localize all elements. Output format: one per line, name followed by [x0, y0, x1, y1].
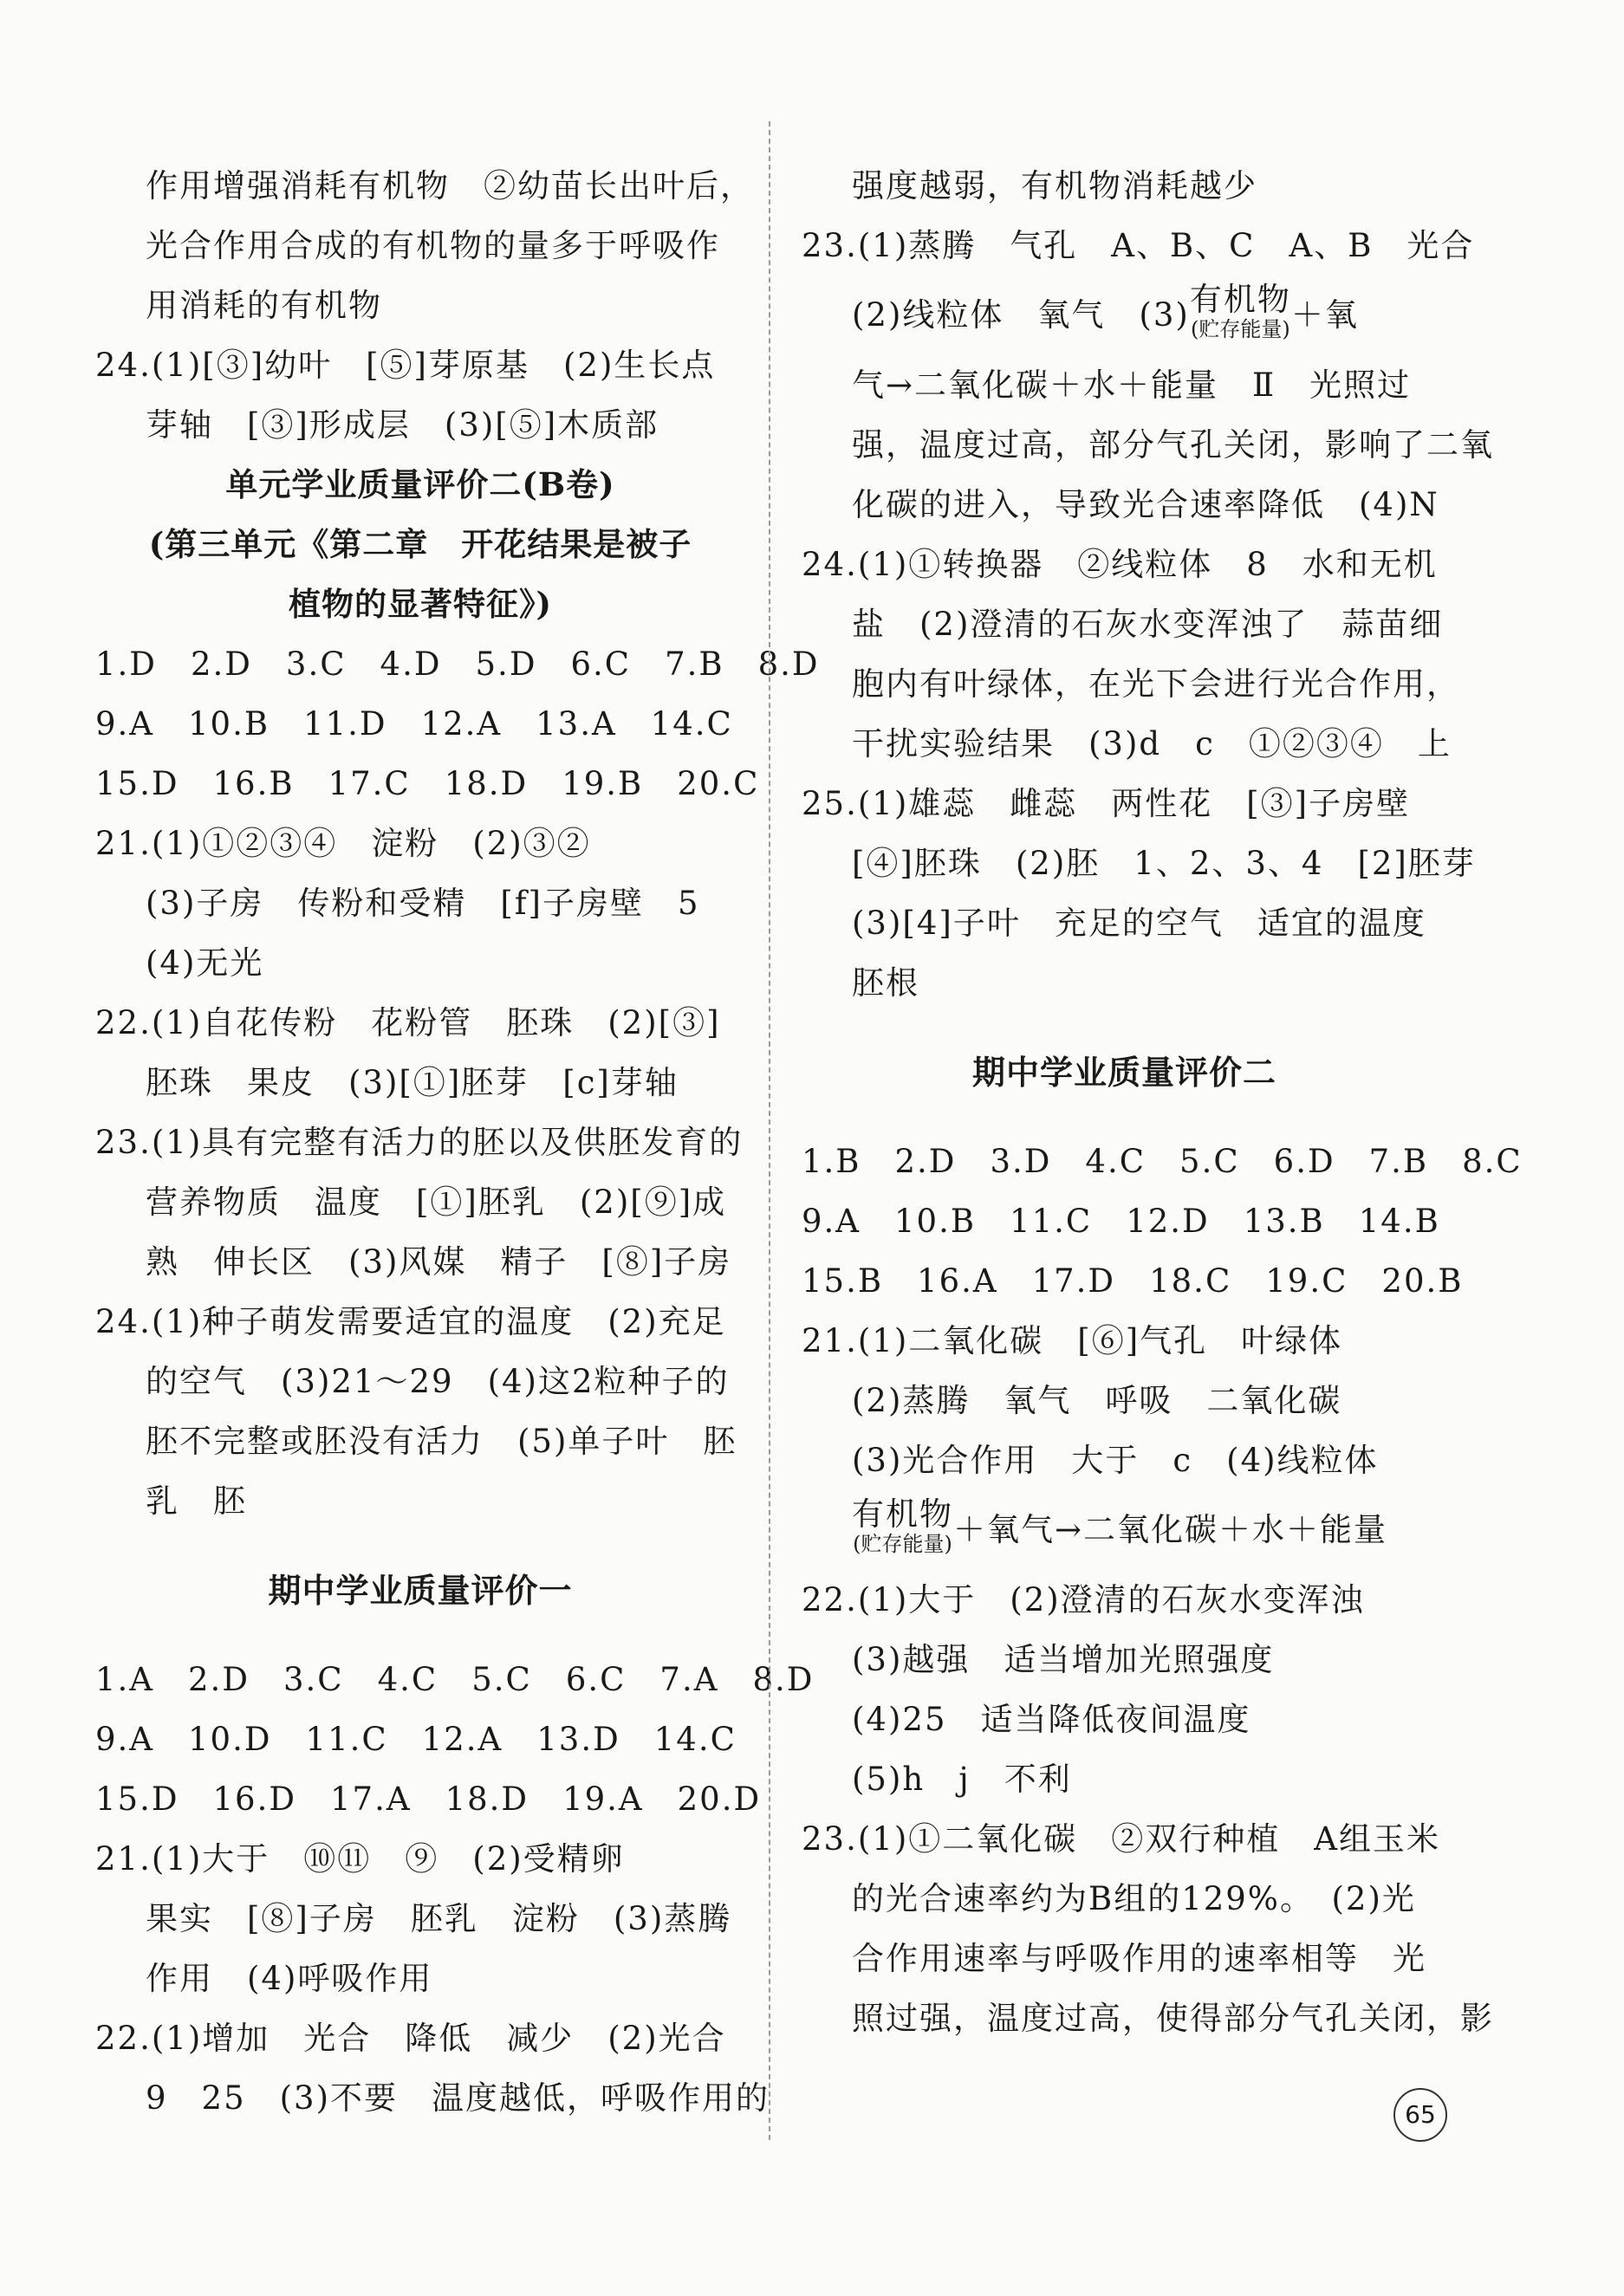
organic-stack-2: [852, 1495, 953, 1559]
spacer: [95, 1620, 745, 1650]
text-line: 9.A 10.D 11.C 12.A 13.D 14.C: [95, 1721, 737, 1758]
text-line: 9 25 (3)不要 温度越低，呼吸作用的: [146, 2079, 770, 2117]
text-line: 的光合速率约为B组的129%。 (2)光: [852, 1880, 1416, 1917]
page-number: 65: [1393, 2088, 1447, 2142]
text-line: 胚珠 果皮 (3)[①]胚芽 [c]芽轴: [146, 1064, 679, 1101]
right-column: [802, 156, 1523, 2048]
column-divider: [769, 121, 770, 2140]
section-heading: 期中学业质量评价一: [268, 1571, 573, 1610]
text-line: 1.A 2.D 3.C 4.C 5.C 6.C 7.A 8.D: [95, 1661, 815, 1698]
text-line: 胚根: [852, 964, 919, 1002]
text-line: (3)[4]子叶 充足的空气 适宜的温度: [852, 905, 1426, 942]
text-line: 化碳的进入，导致光合速率降低 (4)N: [852, 486, 1439, 523]
text-line: 23.(1)具有完整有活力的胚以及供胚发育的: [95, 1124, 744, 1161]
text-line: 盐 (2)澄清的石灰水变浑浊了 蒜苗细: [852, 606, 1444, 643]
text-line: 干扰实验结果 (3)d c ①②③④ 上: [852, 725, 1452, 762]
text-line: 15.B 16.A 17.D 18.C 19.C 20.B: [802, 1262, 1464, 1300]
organic-formula-line-2: [802, 1490, 1447, 1570]
right-block-a: [802, 156, 1475, 276]
text-line: (4)25 适当降低夜间温度: [852, 1701, 1251, 1738]
text-line: 的空气 (3)21～29 (4)这2粒种子的: [146, 1363, 730, 1400]
text-line: 22.(1)大于 (2)澄清的石灰水变浑浊: [802, 1581, 1365, 1618]
text-line: 营养物质 温度 [①]胚乳 (2)[⑨]成: [146, 1184, 727, 1221]
spacer: [95, 1531, 745, 1560]
text-line: 9.A 10.B 11.D 12.A 13.A 14.C: [95, 705, 733, 743]
text-line: 9.A 10.B 11.C 12.D 13.B 14.B: [802, 1203, 1440, 1240]
text-line: 胞内有叶绿体，在光下会进行光合作用，: [852, 665, 1460, 703]
text-line: 24.(1)[③]幼叶 [⑤]芽原基 (2)生长点: [95, 347, 716, 384]
text-line: 强，温度过高，部分气孔关闭，影响了二氧: [852, 426, 1494, 464]
text-line: 22.(1)增加 光合 降低 减少 (2)光合: [95, 2020, 726, 2057]
organic-sub-2: (贮存能量): [853, 1532, 952, 1556]
formula-prefix: (2)线粒体 氧气 (3): [852, 296, 1190, 334]
text-line: 乳 胚: [146, 1482, 247, 1520]
text-line: 24.(1)种子萌发需要适宜的温度 (2)充足: [95, 1303, 726, 1340]
text-line: (2)蒸腾 氧气 呼吸 二氧化碳: [852, 1382, 1342, 1419]
organic-top: 有机物: [1189, 281, 1291, 318]
spacer: [802, 1102, 1447, 1132]
text-line: 1.B 2.D 3.D 4.C 5.C 6.D 7.B 8.C: [802, 1143, 1523, 1180]
text-line: 作用 (4)呼吸作用: [146, 1960, 433, 1997]
text-line: 15.D 16.B 17.C 18.D 19.B 20.C: [95, 765, 760, 802]
section-heading: 单元学业质量评价二(B卷): [225, 465, 615, 503]
text-line: 15.D 16.D 17.A 18.D 19.A 20.D: [95, 1780, 762, 1818]
text-line: 作用增强消耗有机物 ②幼苗长出叶后，: [146, 167, 754, 204]
text-line: 1.D 2.D 3.C 4.D 5.D 6.C 7.B 8.D: [95, 645, 820, 683]
text-line: 熟 伸长区 (3)风媒 精子 [⑧]子房: [146, 1243, 732, 1281]
text-line: 22.(1)自花传粉 花粉管 胚珠 (2)[③]: [95, 1004, 721, 1041]
text-line: 21.(1)①②③④ 淀粉 (2)③②: [95, 825, 591, 862]
text-line: 用消耗的有机物: [146, 287, 382, 324]
organic-sub: (贮存能量): [1190, 317, 1290, 341]
text-line: (3)光合作用 大于 c (4)线粒体: [852, 1442, 1379, 1479]
organic-stack: [1189, 281, 1291, 344]
text-line: [④]胚珠 (2)胚 1、2、3、4 [2]胚芽: [852, 845, 1476, 882]
section-heading: 植物的显著特征》): [288, 585, 552, 623]
formula-suffix: ＋氧: [1290, 296, 1359, 334]
text-line: 果实 [⑧]子房 胚乳 淀粉 (3)蒸腾: [146, 1900, 732, 1937]
text-line: 气→二氧化碳＋水＋能量 Ⅱ 光照过: [852, 366, 1412, 404]
organic-top-2: 有机物: [852, 1495, 953, 1533]
text-line: 芽轴 [③]形成层 (3)[⑤]木质部: [146, 406, 659, 444]
text-line: 23.(1)蒸腾 气孔 A、B、C A、B 光合: [802, 227, 1475, 264]
text-line: 照过强，温度过高，使得部分气孔关闭，影: [852, 2000, 1494, 2037]
right-block-b: [802, 355, 1523, 1490]
text-line: 合作用速率与呼吸作用的速率相等 光: [852, 1940, 1426, 1977]
section-heading: (第三单元《第二章 开花结果是被子: [148, 525, 692, 563]
text-line: 21.(1)二氧化碳 [⑥]气孔 叶绿体: [802, 1322, 1343, 1359]
text-line: (5)h j 不利: [852, 1761, 1072, 1798]
text-line: (4)无光: [146, 944, 264, 982]
left-column: [95, 156, 820, 2128]
text-line: 胚不完整或胚没有活力 (5)单子叶 胚: [146, 1423, 737, 1460]
spacer: [802, 1013, 1447, 1042]
text-line: 21.(1)大于 ⑩⑪ ⑨ (2)受精卵: [95, 1840, 625, 1878]
text-line: (3)越强 适当增加光照强度: [852, 1641, 1275, 1678]
formula-suffix-2: ＋氧气→二氧化碳＋水＋能量: [953, 1511, 1388, 1548]
organic-formula-line: [802, 276, 1447, 355]
text-line: 光合作用合成的有机物的量多于呼吸作: [146, 227, 720, 264]
section-heading: 期中学业质量评价二: [971, 1053, 1276, 1092]
text-line: (3)子房 传粉和受精 [f]子房壁 5: [146, 885, 700, 922]
text-line: 25.(1)雄蕊 雌蕊 两性花 [③]子房壁: [802, 785, 1411, 822]
text-line: 强度越弱，有机物消耗越少: [852, 167, 1257, 204]
right-block-c: [802, 1570, 1494, 2048]
text-line: 24.(1)①转换器 ②线粒体 8 水和无机: [802, 546, 1438, 583]
text-line: 23.(1)①二氧化碳 ②双行种植 A组玉米: [802, 1820, 1440, 1858]
